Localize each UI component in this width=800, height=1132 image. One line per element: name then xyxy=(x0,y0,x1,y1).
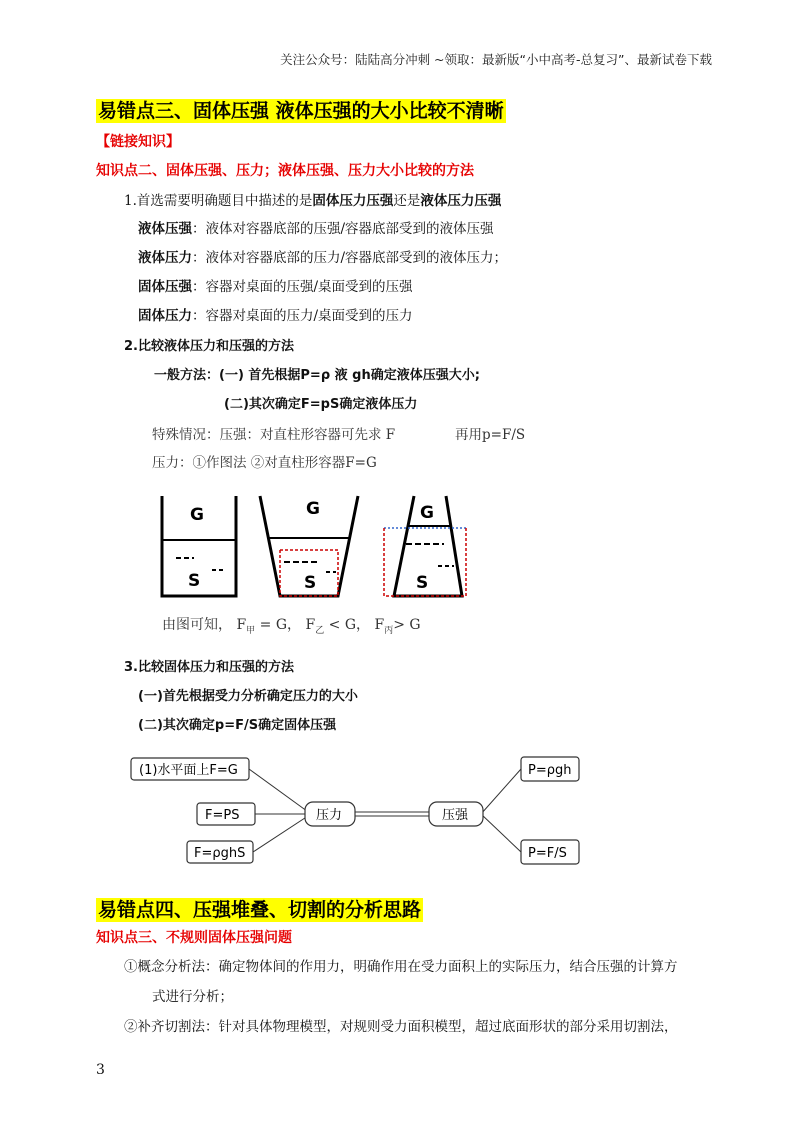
conclusion-sub: 丙 xyxy=(384,625,394,636)
general-method-1: 一般方法：(一) 首先根据P=ρ 液 gh确定液体压强大小; xyxy=(154,368,480,383)
section4-heading xyxy=(96,895,423,922)
definition-desc: ：液体对容器底部的压强/容器底部受到的液体压强 xyxy=(192,221,494,237)
conclusion-f: F xyxy=(374,617,385,633)
item1 xyxy=(124,189,501,209)
definition-row xyxy=(138,217,494,237)
flow-box-label: P=F/S xyxy=(528,846,567,861)
label-g: G xyxy=(420,503,434,523)
definition-desc: ：容器对桌面的压力/桌面受到的压力 xyxy=(192,308,413,324)
link-label: 【链接知识】 xyxy=(96,134,180,150)
label-s: S xyxy=(304,573,317,593)
definition-term: 固体压力 xyxy=(138,308,192,324)
definition-term: 液体压强 xyxy=(138,221,192,237)
paragraph-1: ①概念分析法：确定物体间的作用力，明确作用在受力面积上的实际压力，结合压强的计算方 xyxy=(124,959,678,975)
conclusion-f: F xyxy=(305,617,316,633)
conclusion-prefix: 由图可知， xyxy=(162,617,232,633)
flow-box-label: F=ρghS xyxy=(194,846,246,861)
conclusion-sub: 甲 xyxy=(246,625,256,636)
pressure-methods: 压力：①作图法 ②对直柱形容器F=G xyxy=(152,455,377,471)
paragraph-2: ②补齐切割法：针对具体物理模型，对规则受力面积模型，超过底面形状的部分采用切割法， xyxy=(124,1019,678,1035)
item2-title: 2.比较液体压力和压强的方法 xyxy=(124,339,294,354)
definition-desc: ：容器对桌面的压强/桌面受到的压强 xyxy=(192,279,413,295)
label-s: S xyxy=(416,573,429,593)
definition-row xyxy=(138,304,413,324)
flow-box-label: P=ρgh xyxy=(528,763,572,778)
conclusion-sub: 乙 xyxy=(315,625,325,636)
solid-method-1: (一)首先根据受力分析确定压力的大小 xyxy=(138,689,358,704)
special-case-a: 特殊情况：压强：对直柱形容器可先求 F xyxy=(152,427,396,443)
special-case-b: 再用p=F/S xyxy=(455,427,526,443)
flow-center-label: 压力 xyxy=(316,808,343,823)
container-straight xyxy=(162,496,236,596)
flow-box-label: (1)水平面上F=G xyxy=(139,763,238,778)
general-method-2: (二)其次确定F=pS确定液体压力 xyxy=(224,397,418,412)
knowledge-title-3: 知识点三、不规则固体压强问题 xyxy=(96,930,292,946)
page-header: 关注公众号：陆陆高分冲刺 ~领取：最新版“小中高考-总复习”、最新试卷下载 xyxy=(280,52,712,67)
flow-box-label: F=PS xyxy=(205,808,240,823)
pressure-flow-diagram xyxy=(125,748,595,872)
solid-method-2: (二)其次确定p=F/S确定固体压强 xyxy=(138,718,337,733)
definition-row xyxy=(138,246,507,266)
section3-heading xyxy=(96,96,506,123)
item1-prefix: 1.首选需要明确题目中描述的是 xyxy=(124,193,313,209)
definition-row xyxy=(138,275,413,295)
conclusion-rel: > G xyxy=(393,617,421,633)
item1-mid: 还是 xyxy=(393,193,421,209)
section3-title: 易错点三、固体压强 液体压强的大小比较不清晰 xyxy=(98,100,504,122)
containers-conclusion xyxy=(162,614,421,636)
item3-title: 3.比较固体压力和压强的方法 xyxy=(124,660,294,675)
label-s: S xyxy=(188,571,201,591)
conclusion-rel: = G， xyxy=(255,617,302,633)
conclusion-rel: < G， xyxy=(324,617,371,633)
section4-title: 易错点四、压强堆叠、切割的分析思路 xyxy=(98,899,422,921)
container-narrow-top xyxy=(384,496,466,596)
definition-desc: ：液体对容器底部的压力/容器底部受到的液体压力； xyxy=(192,250,508,266)
definition-term: 固体压强 xyxy=(138,279,192,295)
page-number: 3 xyxy=(96,1062,105,1078)
conclusion-f: F xyxy=(236,617,247,633)
item1-bold1: 固体压力压强 xyxy=(312,193,394,209)
knowledge-title-2: 知识点二、固体压强、压力；液体压强、压力大小比较的方法 xyxy=(96,163,474,179)
item1-bold2: 液体压力压强 xyxy=(420,193,502,209)
definition-term: 液体压力 xyxy=(138,250,192,266)
container-wide-top xyxy=(260,496,358,596)
paragraph-1-cont: 式进行分析； xyxy=(152,989,233,1005)
flow-center-label: 压强 xyxy=(442,808,469,823)
label-g: G xyxy=(306,499,320,519)
label-g: G xyxy=(190,505,204,525)
containers-diagram xyxy=(150,488,480,606)
